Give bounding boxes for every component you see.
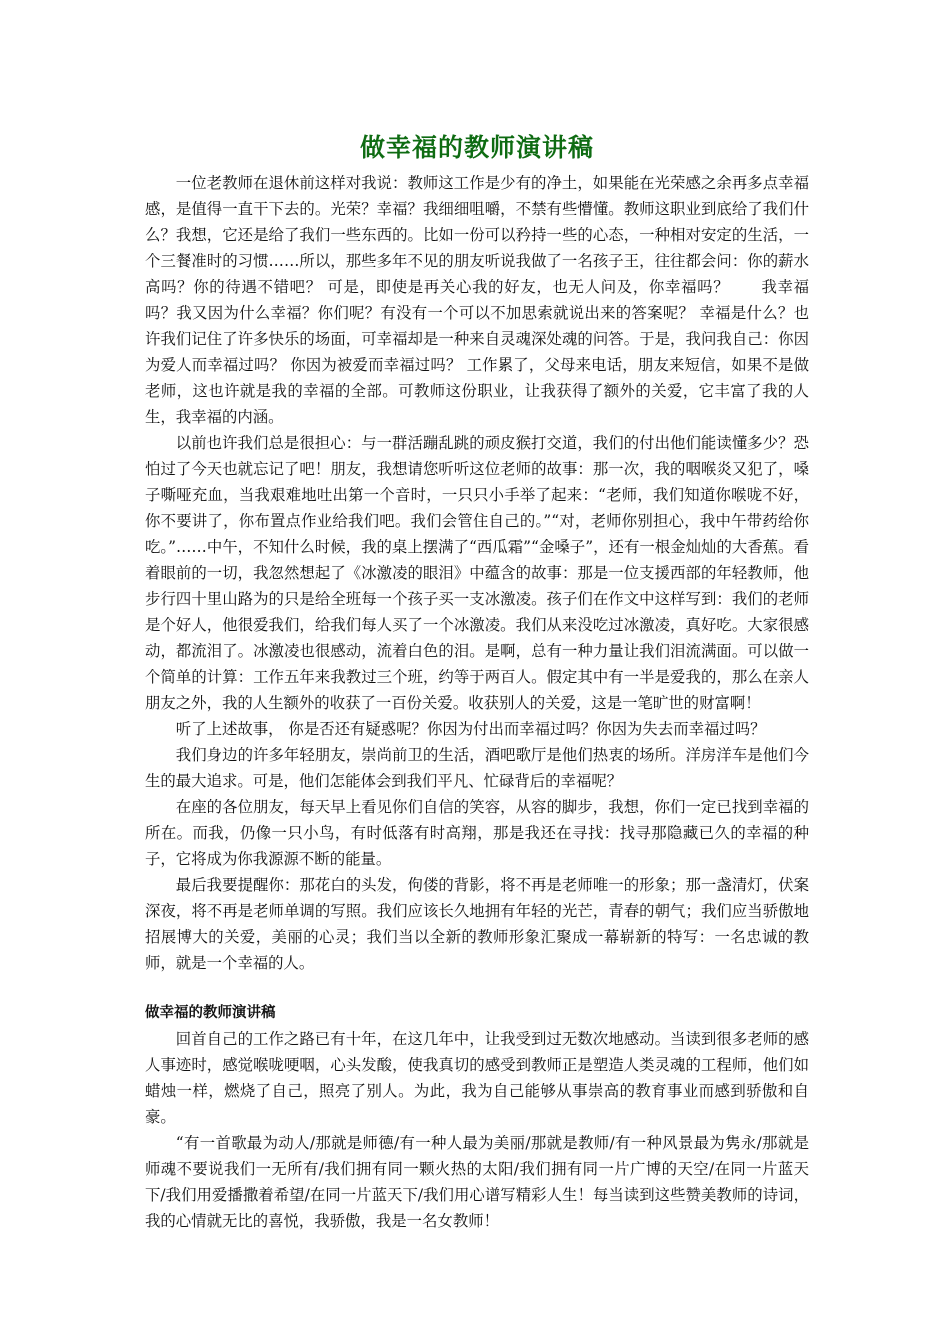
document-title: 做幸福的教师演讲稿 xyxy=(359,133,594,162)
document-page xyxy=(145,130,809,1234)
paragraph-5: 在座的各位朋友，每天早上看见你们自信的笑容，从容的脚步，我想，你们一定已找到幸福的所在。而我，仍像一只小鸟，有时低落有时高翔，那是我还在寻找：找寻那隐藏已久的幸福的种子，它将成为你我源源不断的能量。 xyxy=(145,798,809,868)
section-2-paragraph-2: “有一首歌最为动人/那就是师德/有一种人最为美丽/那就是教师/有一种风景最为隽永/那就是师魂不要说我们一无所有/我们拥有同一颗火热的太阳/我们拥有同一片广博的天空/在同一片蓝天下/我们用爱播撒着希望/在同一片蓝天下/我们用心谱写精彩人生！每当读到这些赞美教师的诗词，我的心情就无比的喜悦，我骄傲，我是一名女教师！ xyxy=(145,1134,809,1230)
paragraph-4: 我们身边的许多年轻朋友，崇尚前卫的生活，酒吧歌厅是他们热衷的场所。洋房洋车是他们今生的最大追求。可是，他们怎能体会到我们平凡、忙碌背后的幸福呢？ xyxy=(145,746,809,790)
section-2-paragraph-1: 回首自己的工作之路已有十年，在这几年中，让我受到过无数次地感动。当读到很多老师的感人事迹时，感觉喉咙哽咽，心头发酸，使我真切的感受到教师正是塑造人类灵魂的工程师，他们如蜡烛一样，燃烧了自己，照亮了别人。为此，我为自己能够从事崇高的教育事业而感到骄傲和自豪。 xyxy=(145,1030,809,1126)
section-spacer xyxy=(145,976,809,1000)
paragraph-1: 一位老教师在退休前这样对我说：教师这工作是少有的净土，如果能在光荣感之余再多点幸福感，是值得一直干下去的。光荣？幸福？我细细咀嚼，不禁有些懵懂。教师这职业到底给了我们什么？我想，它还是给了我们一些东西的。比如一份可以矜持一些的心态，一种相对安定的生活，一个三餐准时的习惯……所以，那些多年不见的朋友听说我做了一名孩子王，往往都会问：你的薪水高吗？你的待遇不错吧？ 可是，即使是再关心我的好友，也无人问及，你幸福吗？ 我幸福吗？我又因为什么幸福？你们呢？有没有一个可以不加思索就说出来的答案呢？ 幸福是什么？也许我们记住了许多快乐的场面，可幸福却是一种来自灵魂深处魂的问答。于是，我问我自己：你因为爱人而幸福过吗？ 你因为被爱而幸福过吗？ 工作累了，父母来电话，朋友来短信，如果不是做老师，这也许就是我的幸福的全部。可教师这份职业，让我获得了额外的关爱，它丰富了我的人生，我幸福的内涵。 xyxy=(145,174,809,426)
paragraph-3: 听了上述故事， 你是否还有疑惑呢？你因为付出而幸福过吗？你因为失去而幸福过吗？ xyxy=(175,720,766,738)
section-2-title: 做幸福的教师演讲稿 xyxy=(145,1005,276,1021)
paragraph-2: 以前也许我们总是很担心：与一群活蹦乱跳的顽皮猴打交道，我们的付出他们能读懂多少？恐怕过了今天也就忘记了吧！朋友，我想请您听听这位老师的故事：那一次，我的咽喉炎又犯了，嗓子嘶哑充血，当我艰难地吐出第一个音时，一只只小手举了起来：“老师，我们知道你喉咙不好，你不要讲了，你布置点作业给我们吧。我们会管住自己的。”“对，老师你别担心，我中午带药给你吃。”……中午，不知什么时候，我的桌上摆满了“西瓜霜”“金嗓子”，还有一根金灿灿的大香蕉。看着眼前的一切，我忽然想起了《冰激凌的眼泪》中蕴含的故事：那是一位支援西部的年轻教师，他步行四十里山路为的只是给全班每一个孩子买一支冰激凌。孩子们在作文中这样写到：我们的老师是个好人，他很爱我们，给我们每人买了一个冰激凌。我们从来没吃过冰激凌，真好吃。大家很感动，都流泪了。冰激凌也很感动，流着白色的泪。是啊，总有一种力量让我们泪流满面。可以做一个简单的计算：工作五年来我教过三个班，约等于两百人。假定其中有一半是爱我的，那么在亲人朋友之外，我的人生额外的收获了一百份关爱。收获别人的关爱，这是一笔旷世的财富啊！ xyxy=(145,434,809,712)
paragraph-6: 最后我要提醒你：那花白的头发，佝偻的背影，将不再是老师唯一的形象；那一盏清灯，伏案深夜，将不再是老师单调的写照。我们应该长久地拥有年轻的光芒，青春的朝气；我们应当骄傲地招展博大的关爱，美丽的心灵；我们当以全新的教师形象汇聚成一幕崭新的特写：一名忠诚的教师，就是一个幸福的人。 xyxy=(145,876,809,972)
